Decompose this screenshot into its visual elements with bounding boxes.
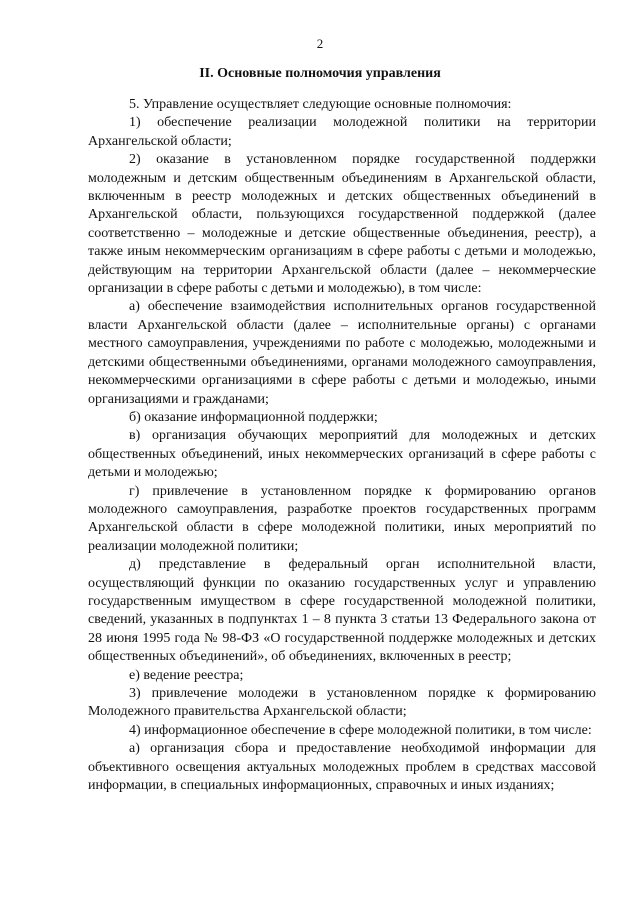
- paragraph-subitem-2a: а) обеспечение взаимодействия исполнительных органов государственной власти Архангельской области (далее – исполнительные органы) с органами местного самоуправления, учреждениями по работе с молодежью, молодежными и детскими общественными объединениями, органами молодежного самоуправления, некоммерческими организациями в сфере работы с детьми и молодежью, иными организациями и гражданами;: [88, 299, 596, 407]
- paragraph-subitem-2d: д) представление в федеральный орган исполнительной власти, осуществляющий функции по оказанию государственных услуг и управлению государственным имуществом в сфере государственной молодежной политики, сведений, указанных в подпунктах 1 – 8 пункта 3 статьи 13 Федерального закона от 28 июня 1995 года № 98-ФЗ «О государственной поддержке молодежных и детских общественных объединений», об объединениях, включенных в реестр;: [88, 557, 596, 665]
- paragraph-subitem-3: 3) привлечение молодежи в установленном порядке к формированию Молодежного правительства Архангельской области;: [88, 686, 596, 720]
- paragraph-item-5: 5. Управление осуществляет следующие основные полномочия:: [129, 97, 512, 112]
- paragraph-subitem-2g: г) привлечение в установленном порядке к формированию органов молодежного самоуправления, разработке проектов государственных программ Архангельской области в сфере молодежной политики, иных мероприятий по реализации молодежной политики;: [88, 483, 596, 554]
- paragraph-subitem-2: 2) оказание в установленном порядке государственной поддержки молодежным и детским общественным объединениям в Архангельской области, включенным в реестр молодежных и детских общественных объединений в Архангельской области, пользующихся государственной поддержкой (далее соответственно – молодежные и детские общественные объединения, реестр), а также иным некоммерческим организациям в сфере работы с детьми и молодежью, действующим на территории Архангельской области (далее – некоммерческие организации в сфере работы с детьми и молодежью), в том числе:: [88, 152, 596, 297]
- paragraph-subitem-4: 4) информационное обеспечение в сфере молодежной политики, в том числе:: [129, 722, 592, 738]
- document-body: [88, 96, 596, 795]
- page-number: 2: [316, 36, 324, 51]
- paragraph-subitem-2e: е) ведение реестра;: [129, 667, 244, 683]
- paragraph-subitem-2v: в) организация обучающих мероприятий для молодежных и детских общественных объединений, иных некоммерческих организаций в сфере работы с детьми и молодежью;: [88, 428, 596, 481]
- paragraph-subitem-4a: а) организация сбора и предоставление необходимой информации для объективного освещения актуальных молодежных проблем в средствах массовой информации, в специальных информационных, справочных и иных изданиях;: [88, 741, 596, 794]
- paragraph-subitem-1: 1) обеспечение реализации молодежной политики на территории Архангельской области;: [88, 115, 596, 149]
- paragraph-subitem-2b: б) оказание информационной поддержки;: [129, 409, 378, 425]
- section-title: II. Основные полномочия управления: [199, 66, 441, 81]
